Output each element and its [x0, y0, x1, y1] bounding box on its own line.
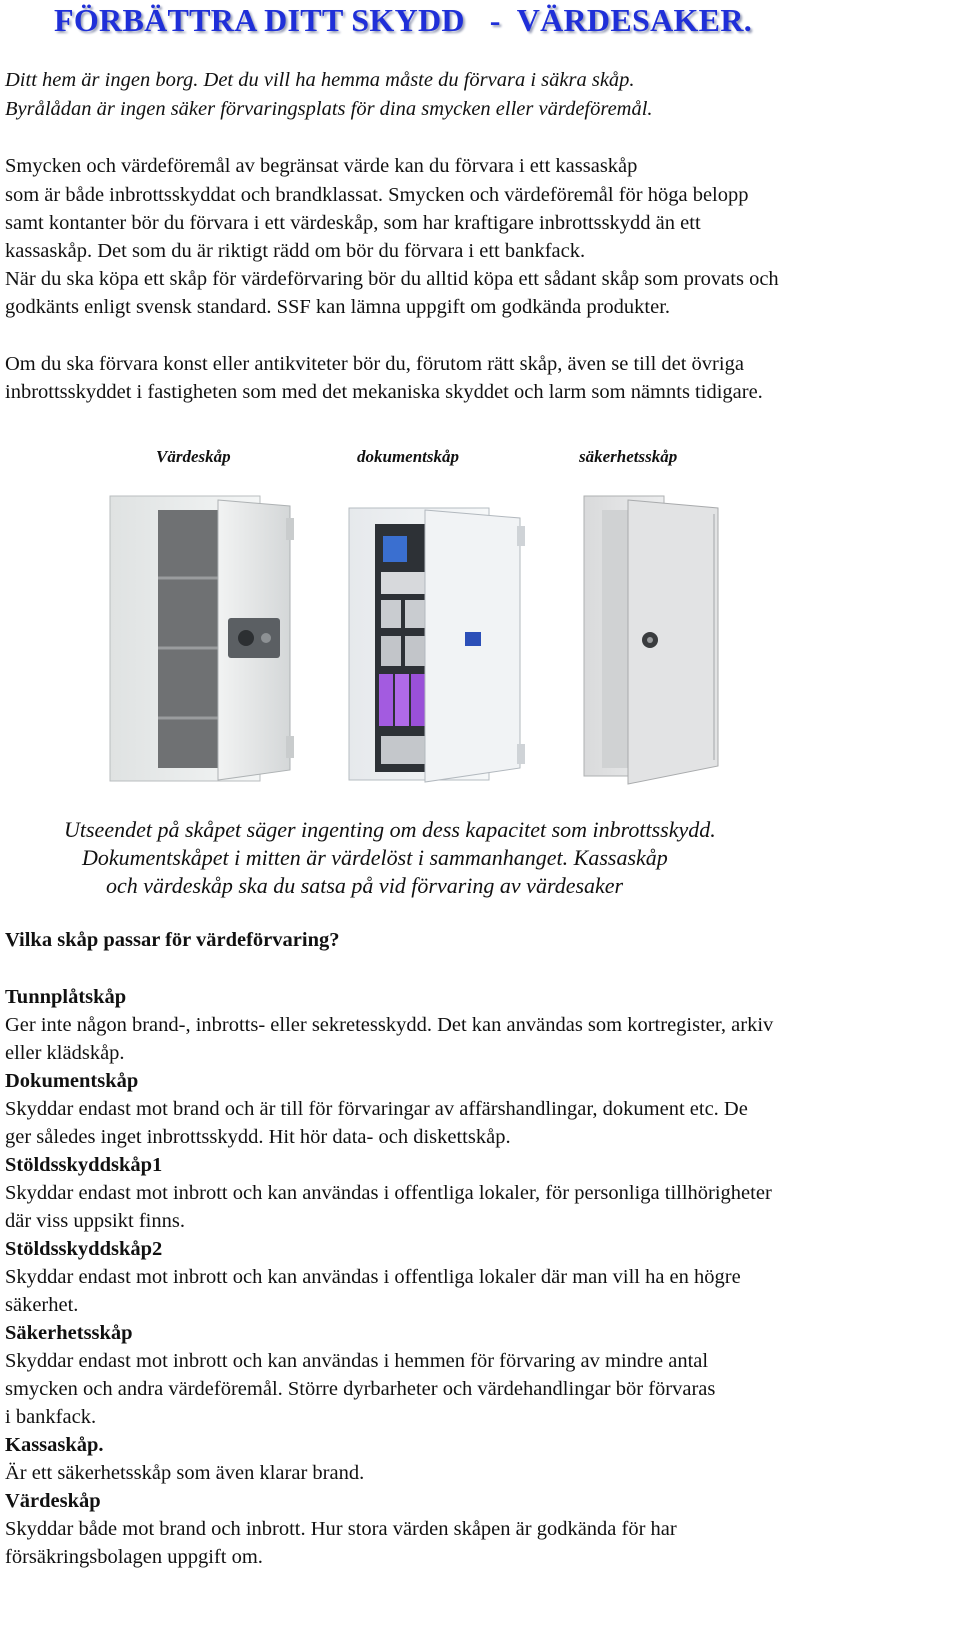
label-dokumentskap: dokumentskåp: [357, 447, 460, 466]
type-text: i bankfack.: [5, 1406, 97, 1428]
type-text: Skyddar både mot brand och inbrott. Hur stora värden skåpen är godkända för har: [5, 1518, 677, 1540]
type-text: Skyddar endast mot brand och är till för förvaringar av affärshandlingar, dokument etc. De: [5, 1098, 748, 1120]
body-line: samt kontanter bör du förvara i ett värdeskåp, som har kraftigare inbrottsskydd än ett: [5, 212, 701, 234]
caption-line: och värdeskåp ska du satsa på vid förvaring av värdesaker: [106, 873, 624, 898]
type-text: där viss uppsikt finns.: [5, 1210, 185, 1232]
page-title: FÖRBÄTTRA DITT SKYDD - VÄRDESAKER.: [54, 2, 753, 38]
vardeskap-image: [100, 488, 310, 788]
type-heading: Säkerhetsskåp: [5, 1322, 133, 1344]
body-line: inbrottsskyddet i fastigheten som med det mekaniska skyddet och larm som nämnts tidigare.: [5, 381, 763, 403]
type-text: Skyddar endast mot inbrott och kan användas i hemmen för förvaring av mindre antal: [5, 1350, 709, 1372]
section-question: Vilka skåp passar för värdeförvaring?: [5, 929, 340, 951]
body-line: kassaskåp. Det som du är riktigt rädd om bör du förvara i ett bankfack.: [5, 240, 586, 262]
body-line: När du ska köpa ett skåp för värdeförvaring bör du alltid köpa ett sådant skåp som provats och: [5, 268, 779, 290]
type-text: säkerhet.: [5, 1294, 79, 1316]
type-text: försäkringsbolagen uppgift om.: [5, 1546, 263, 1568]
label-vardeskap: Värdeskåp: [156, 447, 231, 466]
type-text: Ger inte någon brand-, inbrotts- eller sekretesskydd. Det kan användas som kortregister, arkiv: [5, 1014, 774, 1036]
type-text: Skyddar endast mot inbrott och kan användas i offentliga lokaler där man vill ha en högre: [5, 1266, 741, 1288]
label-sakerhetsskap: säkerhetsskåp: [579, 447, 678, 466]
body-line: Smycken och värdeföremål av begränsat värde kan du förvara i ett kassaskåp: [5, 155, 638, 177]
image-labels: [0, 447, 960, 473]
sakerhetsskap-image: [578, 490, 728, 790]
caption-line: Utseendet på skåpet säger ingenting om dess kapacitet som inbrottsskydd.: [64, 817, 716, 842]
body-line: Om du ska förvara konst eller antikviteter bör du, förutom rätt skåp, även se till det övriga: [5, 353, 744, 375]
intro-line: Ditt hem är ingen borg. Det du vill ha hemma måste du förvara i säkra skåp.: [5, 69, 635, 91]
body-line: godkänts enligt svensk standard. SSF kan lämna uppgift om godkända produkter.: [5, 296, 671, 318]
body-line: som är både inbrottsskyddat och brandklassat. Smycken och värdeföremål för höga belopp: [5, 184, 749, 206]
type-text: ger således inget inbrottsskydd. Hit hör data- och diskettskåp.: [5, 1126, 511, 1148]
type-text: eller klädskåp.: [5, 1042, 125, 1064]
type-heading: Kassaskåp.: [5, 1434, 104, 1456]
type-heading: Stöldsskyddskåp1: [5, 1154, 163, 1176]
type-heading: Stöldsskyddskåp2: [5, 1238, 163, 1260]
type-text: smycken och andra värdeföremål. Större dyrbarheter och värdehandlingar bör förvaras: [5, 1378, 716, 1400]
dokumentskap-image: [345, 500, 535, 790]
type-heading: Tunnplåtskåp: [5, 986, 127, 1008]
caption-line: Dokumentskåpet i mitten är värdelöst i sammanhanget. Kassaskåp: [82, 845, 668, 870]
type-text: Skyddar endast mot inbrott och kan användas i offentliga lokaler, för personliga tillhörigheter: [5, 1182, 772, 1204]
type-heading: Dokumentskåp: [5, 1070, 139, 1092]
type-text: Är ett säkerhetsskåp som även klarar brand.: [5, 1462, 365, 1484]
intro-line: Byrålådan är ingen säker förvaringsplats för dina smycken eller värdeföremål.: [5, 98, 653, 120]
type-heading: Värdeskåp: [5, 1490, 101, 1512]
